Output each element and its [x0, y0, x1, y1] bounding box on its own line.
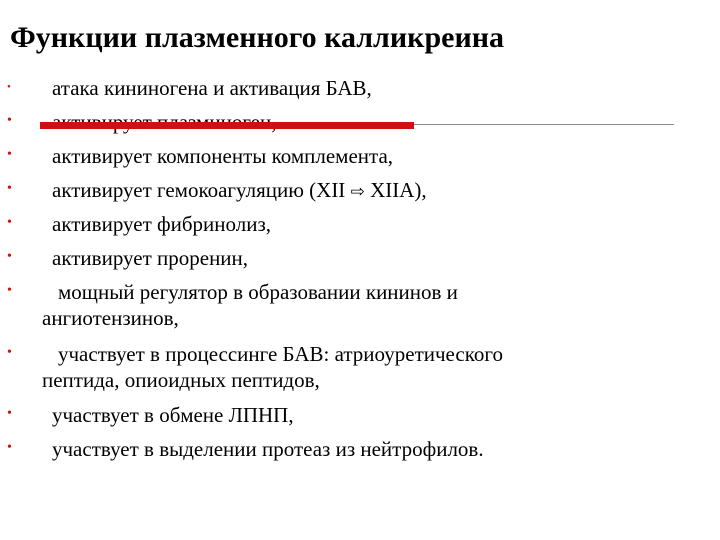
bullet-icon: •: [7, 440, 12, 455]
bullet-icon: •: [7, 249, 12, 264]
list-item-text-before: активирует гемокоагуляцию (XII: [52, 178, 346, 202]
slide-title: Функции плазменного калликреина: [10, 21, 505, 54]
list-item-line: пептида, опиоидных пептидов,: [42, 368, 320, 392]
list-item-text: атака кининогена и активация БАВ,: [52, 76, 372, 100]
list-item-text: [42, 279, 698, 331]
list-item-text: [52, 177, 692, 205]
bullet-icon: •: [7, 215, 12, 230]
list-item-text-after: XIIA),: [370, 178, 427, 202]
bullet-icon: •: [7, 181, 12, 196]
list-item-text: активирует проренин,: [52, 246, 249, 270]
bullet-icon: •: [7, 406, 12, 421]
bullet-icon: •: [7, 81, 11, 93]
list-item-text: участвует в обмене ЛПНП,: [52, 403, 294, 427]
list-item-line: мощный регулятор в образовании кининов и: [58, 280, 458, 304]
list-item-text: [42, 341, 698, 393]
list-item-line: ангиотензинов,: [42, 306, 179, 330]
accent-bar: [40, 122, 414, 129]
list-item-line: участвует в процессинге БАВ: атриоуретического: [58, 342, 503, 366]
bullet-icon: •: [7, 283, 12, 298]
list-item-text: активирует компоненты комплемента,: [52, 144, 394, 168]
right-arrow-icon: ⇨: [350, 182, 365, 202]
list-item-text: участвует в выделении протеаз из нейтрофилов.: [52, 437, 484, 461]
list-item-text: активирует фибринолиз,: [52, 212, 272, 236]
bullet-icon: •: [7, 113, 12, 128]
bullet-icon: •: [7, 345, 12, 360]
bullet-icon: •: [7, 147, 12, 162]
